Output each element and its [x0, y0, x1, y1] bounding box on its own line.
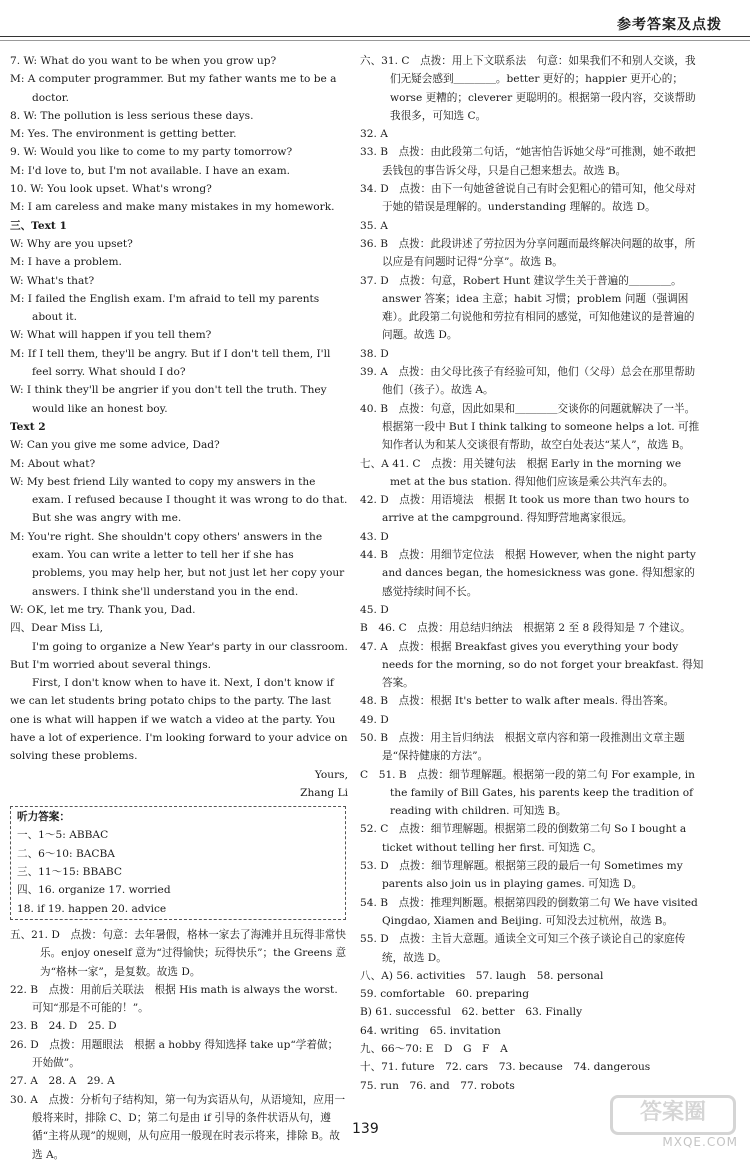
left-line: M: A computer programmer. But my father wants me to be a doctor.: [10, 73, 337, 104]
right-line: 36. B 点拨：此段讲述了劳拉因为分享问题而最终解决问题的故事，所以应是有问题时记得“分享”。故选 B。: [360, 237, 696, 269]
left-line: Text 2: [10, 420, 46, 433]
answer_box-line: 18. if 19. happen 20. advice: [17, 902, 167, 915]
left2-line: 22. B 点拨：用前后关联法 根据 His math is always the worst. 可知“那是不可能的！”。: [10, 983, 338, 1015]
answer_box-line: 二、6～10: BACBA: [17, 847, 115, 860]
left2-line: 26. D 点拨：用题眼法 根据 a hobby 得知选择 take up“学着做；开始做”。: [10, 1038, 339, 1070]
watermark-site: MXQE.COM: [662, 1135, 738, 1149]
left2-line: 27. A 28. A 29. A: [10, 1075, 115, 1088]
left-line: W: My best friend Lily wanted to copy my answers in the exam. I refused because I thought it was wrong to do that. But she was angry with me.: [10, 475, 348, 525]
right-line: 32. A: [360, 128, 388, 141]
header-rule-thin: [0, 40, 750, 41]
left-line: W: I think they'll be angrier if you don't tell the truth. They would like an honest boy.: [10, 384, 327, 415]
right-line: C 51. B 点拨：细节理解题。根据第一段的第二句 For example, in the family of Bill Gates, his parents keep the tradition of reading with children. 可知选 B。: [360, 768, 695, 818]
right-line: 44. B 点拨：用细节定位法 根据 However, when the night party and dances began, the homesickness was gone. 得知想家的感觉持续时间不长。: [360, 549, 696, 598]
left-line: Yours,: [314, 768, 348, 781]
left-line: First, I don't know when to have it. Next, I don't know if we can let students bring potato chips to the party. The last one is what will happen if we watch a video at the party. You have a lot of experience. I'm looking forward to your advice on solving these problems.: [10, 677, 348, 763]
left-line: 10. W: You look upset. What's wrong?: [10, 183, 212, 196]
left-line: M: Yes. The environment is getting better.: [10, 128, 237, 141]
right-line: 53. D 点拨：细节理解题。根据第三段的最后一句 Sometimes my parents also join us in playing games. 可知选 D。: [360, 860, 683, 891]
left-line: M: If I tell them, they'll be angry. But if I don't tell them, I'll feel sorry. What should I do?: [10, 347, 331, 379]
left-line: 8. W: The pollution is less serious these days.: [10, 109, 254, 122]
right-line: 43. D: [360, 530, 389, 543]
right-line: 34. D 点拨：由下一句她爸爸说自己有时会犯粗心的错可知，他父母对于她的错误是理解的。understanding 理解的。故选 D。: [360, 183, 696, 214]
left-line: M: About what?: [10, 457, 96, 470]
left-line: 9. W: Would you like to come to my party tomorrow?: [10, 146, 293, 159]
left-line: 三、Text 1: [10, 219, 67, 232]
right-line: 42. D 点拨：用语境法 根据 It took us more than two hours to arrive at the campground. 得知野营地离家很远。: [360, 494, 690, 525]
right-line: B 46. C 点拨：用总结归纳法 根据第 2 至 8 段得知是 7 个建议。: [360, 622, 691, 635]
watermark-logo: 答案圈: [610, 1095, 736, 1135]
header-rule: [0, 36, 750, 37]
right-line: B) 61. successful 62. better 63. Finally: [360, 1006, 583, 1019]
left-line: W: What's that?: [10, 274, 95, 287]
right-line: 64. writing 65. invitation: [360, 1024, 501, 1037]
left-line: M: I failed the English exam. I'm afraid to tell my parents about it.: [10, 292, 320, 324]
running-header: 参考答案及点拨: [617, 17, 722, 33]
right-line: 39. A 点拨：由父母比孩子有经验可知，他们（父母）总会在那里帮助他们（孩子）。故选 A。: [360, 366, 696, 397]
answer_box-line: 三、11～15: BBABC: [17, 866, 122, 879]
right-line: 33. B 点拨：由此段第二句话，“她害怕告诉她父母”可推测，她不敢把丢钱包的事告诉父母，只是自己想来想去。故选 B。: [360, 146, 696, 177]
page-number: 139: [352, 1121, 379, 1137]
right-line: 37. D 点拨：句意，Robert Hunt 建议学生关于普遍的＿＿＿＿。answer 答案；idea 主意；habit 习惯；problem 问题（强调困难）。此段第二句说他和劳拉有相同的感觉，可知他建议的是普遍的问题。故选 D。: [360, 274, 695, 342]
right-line: 七、A 41. C 点拨：用关键句法 根据 Early in the morning we met at the bus station. 得知他们应该是乘公共汽车去的。: [360, 457, 682, 488]
right-line: 八、A) 56. activities 57. laugh 58. personal: [360, 969, 604, 982]
right-line: 75. run 76. and 77. robots: [360, 1079, 515, 1092]
right-line: 48. B 点拨：根据 It's better to walk after meals. 得出答案。: [360, 695, 675, 708]
answer_box-line: 一、1～5: ABBAC: [17, 829, 109, 842]
right-line: 55. D 点拨：主旨大意题。通读全文可知三个孩子谈论自己的家庭传统，故选 D。: [360, 933, 686, 964]
right-line: 47. A 点拨：根据 Breakfast gives you everything your body needs for the morning, so do not forget your breakfast. 得知答案。: [360, 640, 704, 690]
left-line: 四、Dear Miss Li,: [10, 622, 103, 635]
left-line: W: OK, let me try. Thank you, Dad.: [10, 603, 196, 616]
right-line: 十、71. future 72. cars 73. because 74. dangerous: [360, 1061, 651, 1074]
left-line: W: What will happen if you tell them?: [10, 329, 212, 342]
right-line: 40. B 点拨：句意，因此如果和＿＿＿＿交谈你的问题就解决了一半。根据第一段中 But I think talking to someone helps a lot. 可推知作者认为和某人交谈很有帮助，故空白处表达“某人”，故选 B。: [360, 402, 700, 452]
left2-line: 五、21. D 点拨：句意：去年暑假，格林一家去了海滩并且玩得非常快乐。enjoy oneself 意为“过得愉快；玩得快乐”；the Greens 意为“格林一家”，是复数。故选 D。: [10, 928, 347, 978]
left-answers: [10, 926, 348, 1164]
left-line: W: Can you give me some advice, Dad?: [10, 439, 220, 452]
right-line: 45. D: [360, 603, 389, 616]
answer_box-line: 听力答案：: [17, 811, 70, 824]
left2-line: 30. A 点拨：分析句子结构知，第一句为宾语从句，从语境知，应用一般将来时，排除 C、D；第二句是由 if 引导的条件状语从句，遵循“主将从现”的规则，从句应用一般现在时表示将来，排除 B。故选 A。: [10, 1093, 346, 1161]
right-answers: [360, 52, 704, 1095]
left-line: I'm going to organize a New Year's party in our classroom. But I'm worried about several things.: [10, 640, 348, 671]
left-line: M: I have a problem.: [10, 256, 122, 269]
right-line: 50. B 点拨：用主旨归纳法 根据文章内容和第一段推测出文章主题是“保持健康的方法”。: [360, 731, 685, 763]
right-line: 49. D: [360, 713, 389, 726]
left-transcript: [10, 52, 348, 802]
right-line: 52. C 点拨：细节理解题。根据第二段的倒数第二句 So I bought a ticket without telling her first. 可知选 C。: [360, 823, 687, 854]
right-line: 54. B 点拨：推理判断题。根据第四段的倒数第二句 We have visited Qingdao, Xiamen and Beijing. 可知没去过杭州，故选 B。: [360, 896, 698, 927]
answer_box-line: 四、16. organize 17. worried: [17, 884, 171, 897]
right-column: [360, 52, 704, 1095]
left-line: M: I'd love to, but I'm not available. I have an exam.: [10, 164, 291, 177]
right-line: 九、66～70: E D G F A: [360, 1043, 508, 1056]
right-line: 38. D: [360, 347, 389, 360]
right-line: 六、31. C 点拨：用上下文联系法 句意：如果我们不和别人交谈，我们无疑会感到＿＿＿＿。better 更好的；happier 更开心的；worse 更糟的；cleverer 更聪明的。根据第一段内容，交谈帮助我很多，可知选 C。: [360, 55, 696, 122]
watermark: [602, 1095, 742, 1149]
left-line: M: You're right. She shouldn't copy others' answers in the exam. You can write a letter to tell her if she has problems, you may help her, but not just let her copy your answers. I think she'll understand you in the end.: [10, 530, 345, 598]
listening-answer-box: [10, 806, 346, 920]
left2-line: 23. B 24. D 25. D: [10, 1020, 117, 1033]
left-line: W: Why are you upset?: [10, 237, 133, 250]
left-column: [10, 52, 348, 1164]
left-line: 7. W: What do you want to be when you grow up?: [10, 55, 277, 67]
right-line: 35. A: [360, 219, 388, 232]
left-line: Zhang Li: [300, 786, 348, 799]
right-line: 59. comfortable 60. preparing: [360, 988, 530, 1001]
left-line: M: I am careless and make many mistakes in my homework.: [10, 201, 335, 214]
